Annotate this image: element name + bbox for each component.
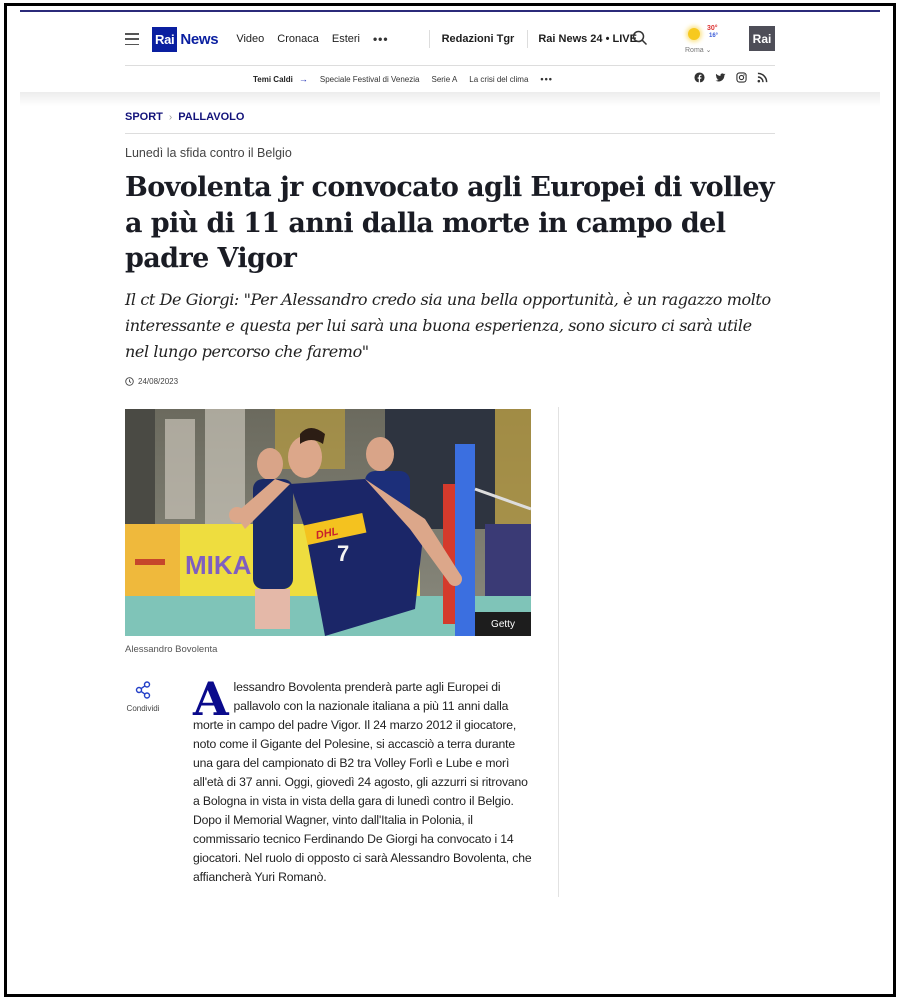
rss-icon[interactable]: [757, 72, 768, 83]
breadcrumb-pallavolo[interactable]: PALLAVOLO: [178, 111, 245, 123]
nav-redazioni-tgr[interactable]: Redazioni Tgr: [441, 33, 515, 45]
image-credit: Getty: [475, 612, 531, 636]
facebook-icon[interactable]: [694, 72, 705, 83]
breadcrumb: [125, 111, 244, 123]
article-body: [193, 672, 533, 887]
topic-venezia[interactable]: Speciale Festival di Venezia: [319, 74, 420, 84]
topic-serie-a[interactable]: Serie A: [431, 74, 458, 84]
temp-min: 16°: [709, 33, 719, 39]
arrow-right-icon: →: [298, 74, 308, 84]
menu-icon[interactable]: [125, 33, 139, 45]
date-text: 24/08/2023: [138, 377, 179, 386]
article-kicker: Lunedì la sfida contro il Belgio: [125, 146, 292, 160]
nav-rainews24-live[interactable]: Rai News 24 • LIVE: [538, 33, 637, 45]
divider: [527, 30, 528, 48]
article-title: Bovolenta jr convocato agli Europei di volley a più di 11 anni dalla morte in campo del padre Vigor: [125, 172, 775, 274]
nav-more-icon[interactable]: •••: [372, 32, 389, 46]
sun-icon: [688, 28, 700, 40]
divider: [429, 30, 430, 48]
topic-clima[interactable]: La crisi del clima: [469, 74, 529, 84]
logo-news: News: [180, 30, 219, 48]
image-caption: Alessandro Bovolenta: [125, 644, 218, 655]
nav-video[interactable]: Video: [236, 33, 265, 45]
hot-topics-bar: [253, 72, 565, 86]
breadcrumb-sport[interactable]: SPORT: [125, 111, 163, 123]
column-divider: [558, 407, 559, 897]
rainews-logo[interactable]: [152, 27, 218, 52]
social-links: [694, 72, 768, 83]
chevron-right-icon: ›: [168, 111, 173, 123]
svg-text:MIKA: MIKA: [185, 550, 252, 580]
share-button[interactable]: [125, 681, 161, 713]
article-subtitle: Il ct De Giorgi: "Per Alessandro credo sia una bella opportunità, è un ragazzo molto interessante e questa per lui sarà una buona esperienza, sono sicuro ci sarà utile nel lungo percorso che faremo": [125, 290, 771, 361]
hot-topics-label: Temi Caldi: [253, 74, 293, 84]
twitter-icon[interactable]: [715, 72, 726, 83]
volleyball-player-image: [125, 409, 531, 636]
svg-text:DHL: DHL: [314, 525, 340, 542]
breadcrumb-divider: [125, 133, 775, 134]
weather-city-select[interactable]: Roma ⌄: [685, 47, 712, 54]
topics-more-icon[interactable]: •••: [540, 74, 553, 84]
article-photo[interactable]: [125, 409, 531, 636]
share-label: Condividi: [126, 704, 160, 713]
instagram-icon[interactable]: [736, 72, 747, 83]
dropcap: A: [193, 672, 229, 726]
rai-logo[interactable]: Rai: [749, 26, 775, 51]
svg-text:7: 7: [337, 541, 350, 566]
search-icon[interactable]: [632, 30, 648, 46]
header-shadow: [20, 92, 880, 106]
nav-esteri[interactable]: Esteri: [331, 33, 360, 45]
clock-icon: [125, 377, 134, 386]
share-icon: [135, 681, 151, 699]
main-header: [125, 22, 775, 56]
logo-rai: Rai: [152, 27, 177, 52]
header-divider: [125, 65, 775, 66]
article-body-text: lessandro Bovolenta prenderà parte agli Europei di pallavolo con la nazionale italiana a più 11 anni dalla morte in campo del padre Vigor. Il 24 marzo 2012 il giocatore, noto come il Gigante del Polesine, si accasciò a terra durante una gara del campionato di B2 tra Volley Forlì e Lube e morì all'età di 37 anni. Oggi, giovedì 24 agosto, gli azzurri si ritrovano a Bologna in vista in vista della gara di lunedì contro il Belgio. Dopo il Memorial Wagner, vinto dall'Italia in Polonia, il commissario tecnico Ferdinando De Giorgi ha convocato i 14 giocatori. Nel ruolo di opposto ci sarà Alessandro Bovolenta, che affiancherà Yuri Romanò.: [193, 680, 532, 884]
weather-widget[interactable]: [685, 24, 725, 56]
article-date: [125, 377, 178, 386]
top-accent-line: [20, 10, 880, 12]
temp-max: 30°: [707, 25, 718, 32]
nav-cronaca[interactable]: Cronaca: [277, 33, 319, 45]
